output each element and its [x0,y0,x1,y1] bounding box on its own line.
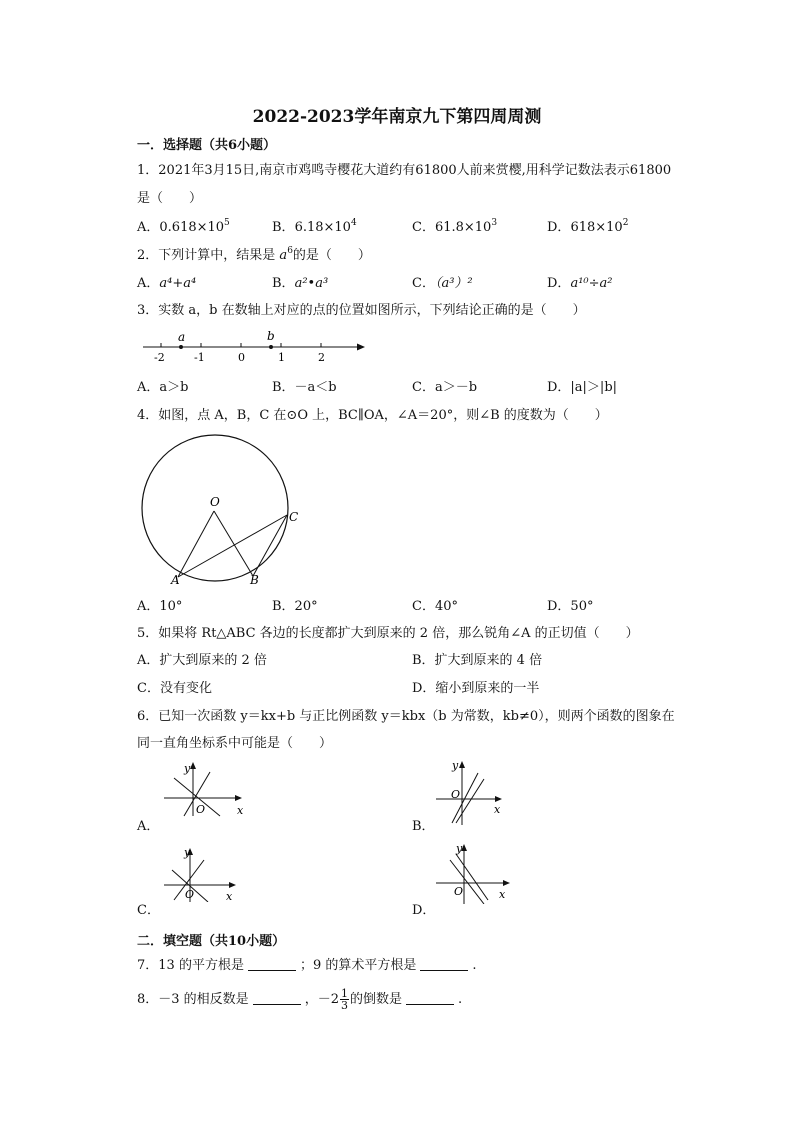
q3-option-a: A．a＞b [137,380,189,395]
q8-blank-2[interactable] [406,992,454,1005]
q1-option-c: C．$61.8\times 10^3$ [412,218,498,235]
svg-text:y: y [184,762,191,775]
q5-option-d: D．缩小到原来的一半 [412,681,540,696]
tick-label: 1 [278,351,285,364]
point-b-dot [269,345,273,349]
q5-option-b: B．扩大到原来的 4 倍 [412,653,543,668]
segment-ob [214,511,253,576]
q2-option-a: A．a⁴+a⁴ [137,276,197,291]
q5-option-c: C．没有变化 [137,681,212,696]
q3-option-c: C．a＞－b [412,380,478,395]
tick-label: -2 [154,351,165,364]
label-a: A [171,573,180,587]
q1-option-b: B．$6.18\times 10^4$ [272,218,357,235]
q4-option-a: A．10° [137,599,183,614]
svg-text:y: y [452,759,459,772]
tick-label: 2 [318,351,325,364]
page-title: 2022-2023学年南京九下第四周周测 [252,107,542,127]
svg-text:O: O [185,888,195,901]
question-3-text: 3．实数 a，b 在数轴上对应的点的位置如图所示，下列结论正确的是（ ） [137,303,586,318]
number-line-arrow [357,344,365,351]
graph-c [160,842,250,902]
question-6-text-cont: 同一直角坐标系中可能是（ ） [137,736,333,751]
question-4-text: 4．如图，点 A，B，C 在⊙O 上，BC∥OA，∠A＝20°，则∠B 的度数为（ ） [137,408,608,423]
question-7-text: 7．13 的平方根是 ；9 的算术平方根是 . [137,958,477,973]
question-6-text: 6．已知一次函数 y＝kx+b 与正比例函数 y＝kbx（b 为常数，kb≠0），则两个函数的图象在 [137,709,675,724]
q3-option-b: B．－a＜b [272,380,337,395]
point-a-dot [179,345,183,349]
mixed-fraction: $\frac{1}{3}$ [340,987,348,1012]
point-b-label: b [267,329,275,343]
svg-text:x: x [499,888,506,901]
circle-figure [135,432,310,592]
label-b: B [250,573,259,587]
q6-option-c-label: C． [137,903,160,918]
q1-option-d: D．$618\times 10^2$ [547,218,629,235]
graph-d [432,838,522,904]
q7-blank-2[interactable] [420,958,468,971]
svg-text:O: O [196,803,206,816]
label-o: O [210,495,220,509]
q5-option-a: A．扩大到原来的 2 倍 [137,653,267,668]
question-2-text: 2．下列计算中，结果是 $a^6$的是（ ） [137,246,371,263]
svg-text:x: x [237,804,244,817]
svg-text:x: x [494,803,501,816]
label-c: C [289,510,299,524]
point-a-label: a [178,330,186,344]
svg-text:y: y [184,846,191,859]
q4-option-b: B．20° [272,599,318,614]
q1-option-a: A．$0.618\times 10^5$ [137,218,230,235]
q4-option-d: D．50° [547,599,594,614]
q6-option-d-label: D． [412,903,436,918]
q6-option-b-label: B． [412,819,435,834]
section-heading-fill: 二．填空题（共10小题） [137,934,286,949]
question-1-text-cont: 是（ ） [137,191,203,206]
q2-option-b: B．a²•a³ [272,276,329,291]
q7-blank-1[interactable] [248,958,296,971]
section-heading-choice: 一．选择题（共6小题） [137,138,277,153]
q2-option-d: D．a¹⁰÷a² [547,276,613,291]
svg-text:x: x [226,890,233,902]
question-5-text: 5．如果将 Rt△ABC 各边的长度都扩大到原来的 2 倍，那么锐角∠A 的正切值（ ） [137,626,639,641]
q2-option-c: C．（a³）² [412,276,473,291]
tick-label: 0 [238,351,245,364]
q4-option-c: C．40° [412,599,458,614]
graph-a [160,758,250,818]
number-line-figure [135,326,375,366]
svg-text:O: O [454,885,464,898]
q3-option-d: D．|a|＞|b| [547,380,618,395]
tick-label: -1 [194,351,205,364]
svg-text:O: O [451,788,461,801]
q8-blank-1[interactable] [253,992,301,1005]
q6-option-a-label: A． [137,819,160,834]
question-8-text: 8．－3 的相反数是 ，－2 $\frac{1}{3}$ 的倒数是 . [137,987,463,1012]
svg-text:y: y [456,842,463,855]
question-1-text: 1．2021年3月15日,南京市鸡鸣寺樱花大道约有61800人前来赏樱,用科学记数法表示61800 [137,163,672,178]
graph-b [432,755,522,825]
